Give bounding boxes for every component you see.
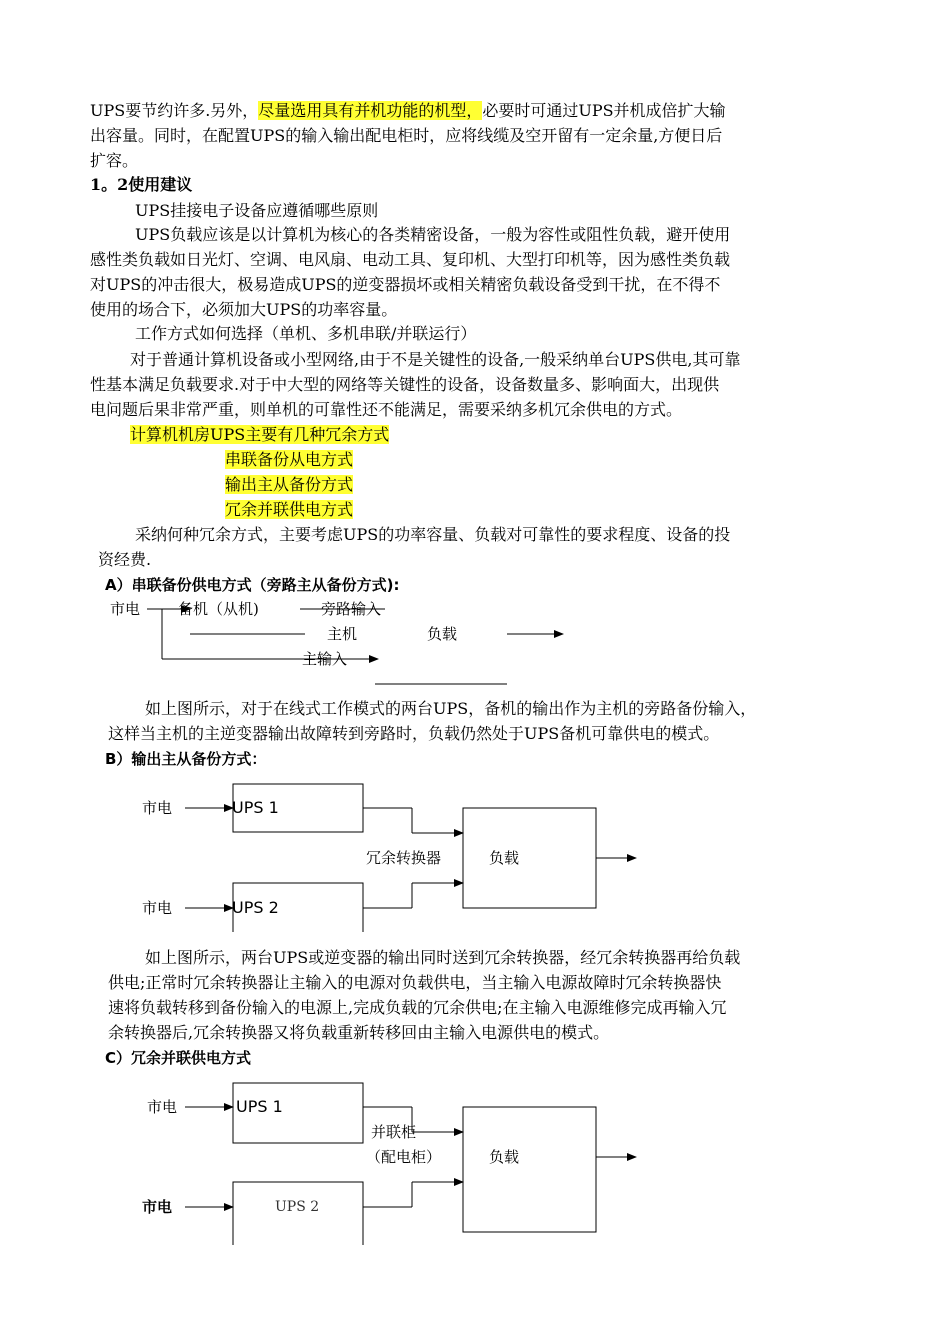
ups-1-label: UPS 1 xyxy=(232,798,279,817)
paragraph-line: 性基本满足负载要求.对于中大型的网络等关键性的设备，设备数量多、影响面大，出现供 xyxy=(90,375,720,394)
text-run: 必要时可通过UPS并机成倍扩大输 xyxy=(482,101,726,120)
load-label: 负载 xyxy=(427,625,458,643)
question-line: 工作方式如何选择（单机、多机串联/并联运行） xyxy=(135,324,477,343)
paragraph-line: 采纳何种冗余方式，主要考虑UPS的功率容量、负载对可靠性的要求程度、设备的投 xyxy=(135,525,731,544)
load-label: 负载 xyxy=(489,849,520,867)
paragraph-line: UPS负载应该是以计算机为核心的各类精密设备，一般为容性或阻性负载，避开使用 xyxy=(135,225,731,244)
section-heading: 1。2使用建议 xyxy=(90,175,193,194)
section-heading-c: C）冗余并联供电方式 xyxy=(105,1049,252,1067)
mains-label: 市电 xyxy=(142,1198,173,1216)
highlighted-question: 计算机机房UPS主要有几种冗余方式 xyxy=(130,425,390,444)
distribution-cabinet-label: （配电柜） xyxy=(366,1148,442,1166)
paragraph-line: 余转换器后,冗余转换器又将负载重新转移回由主输入电源供电的模式。 xyxy=(108,1023,610,1042)
section-heading-a: A）串联备份供电方式（旁路主从备份方式): xyxy=(105,576,400,594)
mains-label: 市电 xyxy=(147,1098,178,1116)
ups-2-label: UPS 2 xyxy=(232,898,279,917)
paragraph-line: 资经费. xyxy=(98,550,152,569)
paragraph-line: 速将负载转移到备份输入的电源上,完成负载的冗余供电;在主输入电源维修完成再输入冗 xyxy=(108,998,727,1017)
parallel-cabinet-label: 并联柜 xyxy=(371,1123,417,1141)
mains-label: 市电 xyxy=(142,899,173,917)
paragraph-line: 对UPS的冲击很大，极易造成UPS的逆变器损坏或相关精密负载设备受到干扰，在不得不 xyxy=(90,275,721,294)
paragraph-line: 如上图所示，对于在线式工作模式的两台UPS，备机的输出作为主机的旁路备份输入， xyxy=(145,699,757,718)
paragraph-line: 出容量。同时，在配置UPS的输入输出配电柜时，应将线缆及空开留有一定余量,方便日后 xyxy=(90,126,723,145)
paragraph-line: 扩容。 xyxy=(90,151,139,170)
section-heading-b: B）输出主从备份方式： xyxy=(105,750,267,768)
redundant-switch-label: 冗余转换器 xyxy=(366,849,442,867)
paragraph-line: 对于普通计算机设备或小型网络,由于不是关键性的设备,一般采纳单台UPS供电,其可靠 xyxy=(130,350,741,369)
load-label: 负载 xyxy=(489,1148,520,1166)
bypass-input-label: 旁路输入 xyxy=(321,600,382,618)
paragraph-line: 电问题后果非常严重，则单机的可靠性还不能满足，需要采纳多机冗余供电的方式。 xyxy=(90,400,683,419)
paragraph-line: 感性类负载如日光灯、空调、电风扇、电动工具、复印机、大型打印机等，因为感性类负载 xyxy=(90,250,731,269)
mains-label: 市电 xyxy=(142,799,173,817)
highlighted-mode-2: 输出主从备份方式 xyxy=(225,475,354,494)
ups-2-label: UPS 2 xyxy=(275,1199,320,1215)
paragraph-line: 使用的场合下，必须加大UPS的功率容量。 xyxy=(90,300,398,319)
question-line: UPS挂接电子设备应遵循哪些原则 xyxy=(135,201,379,220)
highlighted-mode-1: 串联备份从电方式 xyxy=(225,450,354,469)
main-input-label: 主输入 xyxy=(302,650,348,668)
host-label: 主机 xyxy=(327,625,358,643)
text-run: UPS要节约许多.另外， xyxy=(90,101,259,120)
paragraph-line: 如上图所示，两台UPS或逆变器的输出同时送到冗余转换器，经冗余转换器再给负载 xyxy=(145,948,741,967)
paragraph-line: 供电;正常时冗余转换器让主输入的电源对负载供电，当主输入电源故障时冗余转换器快 xyxy=(108,973,722,992)
standby-label: 备机（从机) xyxy=(178,600,259,618)
mains-label: 市电 xyxy=(110,600,141,618)
ups-1-label: UPS 1 xyxy=(236,1097,283,1116)
paragraph-line: 这样当主机的主逆变器输出故障转到旁路时，负载仍然处于UPS备机可靠供电的模式。 xyxy=(108,724,720,743)
highlighted-text: 尽量选用具有并机功能的机型， xyxy=(258,101,483,120)
highlighted-mode-3: 冗余并联供电方式 xyxy=(225,500,354,519)
